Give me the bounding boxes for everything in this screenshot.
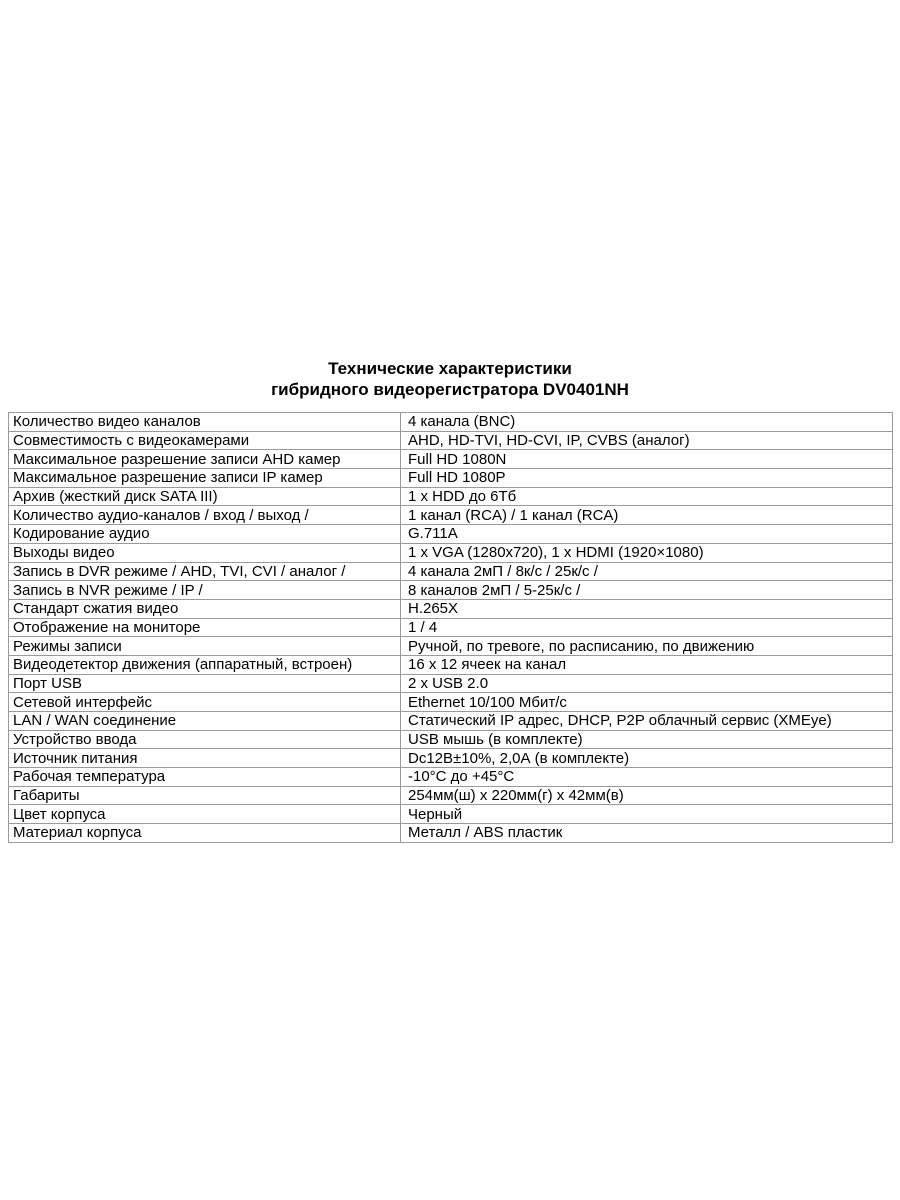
- table-row: [9, 562, 893, 581]
- value-cell: Ручной, по тревоге, по расписанию, по движению: [401, 637, 893, 656]
- table-row: [9, 730, 893, 749]
- table-row: [9, 768, 893, 787]
- table-row: [9, 506, 893, 525]
- param-cell: Габариты: [9, 786, 401, 805]
- value-cell: 4 канала (BNC): [401, 413, 893, 432]
- table-row: [9, 431, 893, 450]
- param-cell: Отображение на мониторе: [9, 618, 401, 637]
- param-cell: Сетевой интерфейс: [9, 693, 401, 712]
- table-row: [9, 805, 893, 824]
- document-title: [0, 358, 900, 400]
- value-cell: 254мм(ш) x 220мм(г) x 42мм(в): [401, 786, 893, 805]
- value-cell: USB мышь (в комплекте): [401, 730, 893, 749]
- value-cell: Full HD 1080N: [401, 450, 893, 469]
- param-cell: Источник питания: [9, 749, 401, 768]
- table-row: [9, 450, 893, 469]
- param-cell: Рабочая температура: [9, 768, 401, 787]
- table-row: [9, 637, 893, 656]
- value-cell: 16 x 12 ячеек на канал: [401, 655, 893, 674]
- param-cell: LAN / WAN соединение: [9, 712, 401, 731]
- value-cell: Full HD 1080P: [401, 469, 893, 488]
- param-cell: Устройство ввода: [9, 730, 401, 749]
- table-row: [9, 655, 893, 674]
- param-cell: Стандарт сжатия видео: [9, 599, 401, 618]
- spec-table: [8, 412, 893, 843]
- table-row: [9, 469, 893, 488]
- param-cell: Максимальное разрешение записи IP камер: [9, 469, 401, 488]
- value-cell: AHD, HD-TVI, HD-CVI, IP, CVBS (аналог): [401, 431, 893, 450]
- table-row: [9, 693, 893, 712]
- param-cell: Архив (жесткий диск SATA III): [9, 487, 401, 506]
- param-cell: Режимы записи: [9, 637, 401, 656]
- param-cell: Совместимость с видеокамерами: [9, 431, 401, 450]
- param-cell: Видеодетектор движения (аппаратный, встроен): [9, 655, 401, 674]
- param-cell: Цвет корпуса: [9, 805, 401, 824]
- value-cell: 2 x USB 2.0: [401, 674, 893, 693]
- param-cell: Порт USB: [9, 674, 401, 693]
- spec-table-body: [9, 413, 893, 843]
- table-row: [9, 581, 893, 600]
- value-cell: -10°C до +45°C: [401, 768, 893, 787]
- value-cell: 1 x VGA (1280x720), 1 x HDMI (1920×1080): [401, 543, 893, 562]
- title-line-1: Технические характеристики: [328, 359, 572, 378]
- param-cell: Выходы видео: [9, 543, 401, 562]
- value-cell: Статический IP адрес, DHCP, P2P облачный сервис (XMEye): [401, 712, 893, 731]
- table-row: [9, 712, 893, 731]
- value-cell: Металл / ABS пластик: [401, 824, 893, 843]
- table-row: [9, 618, 893, 637]
- value-cell: G.711A: [401, 525, 893, 544]
- param-cell: Количество аудио-каналов / вход / выход /: [9, 506, 401, 525]
- table-row: [9, 749, 893, 768]
- param-cell: Материал корпуса: [9, 824, 401, 843]
- table-row: [9, 487, 893, 506]
- value-cell: Ethernet 10/100 Мбит/с: [401, 693, 893, 712]
- param-cell: Запись в DVR режиме / AHD, TVI, CVI / аналог /: [9, 562, 401, 581]
- value-cell: Черный: [401, 805, 893, 824]
- value-cell: 1 x HDD до 6Тб: [401, 487, 893, 506]
- table-row: [9, 543, 893, 562]
- table-row: [9, 525, 893, 544]
- param-cell: Кодирование аудио: [9, 525, 401, 544]
- title-line-2: гибридного видеорегистратора DV0401NH: [271, 380, 629, 399]
- table-row: [9, 824, 893, 843]
- value-cell: 1 / 4: [401, 618, 893, 637]
- table-row: [9, 786, 893, 805]
- value-cell: 1 канал (RCA) / 1 канал (RCA): [401, 506, 893, 525]
- value-cell: 4 канала 2мП / 8к/с / 25к/с /: [401, 562, 893, 581]
- param-cell: Запись в NVR режиме / IP /: [9, 581, 401, 600]
- table-row: [9, 413, 893, 432]
- table-row: [9, 674, 893, 693]
- table-row: [9, 599, 893, 618]
- param-cell: Количество видео каналов: [9, 413, 401, 432]
- param-cell: Максимальное разрешение записи AHD камер: [9, 450, 401, 469]
- value-cell: 8 каналов 2мП / 5-25к/с /: [401, 581, 893, 600]
- value-cell: H.265X: [401, 599, 893, 618]
- value-cell: Dc12В±10%, 2,0А (в комплекте): [401, 749, 893, 768]
